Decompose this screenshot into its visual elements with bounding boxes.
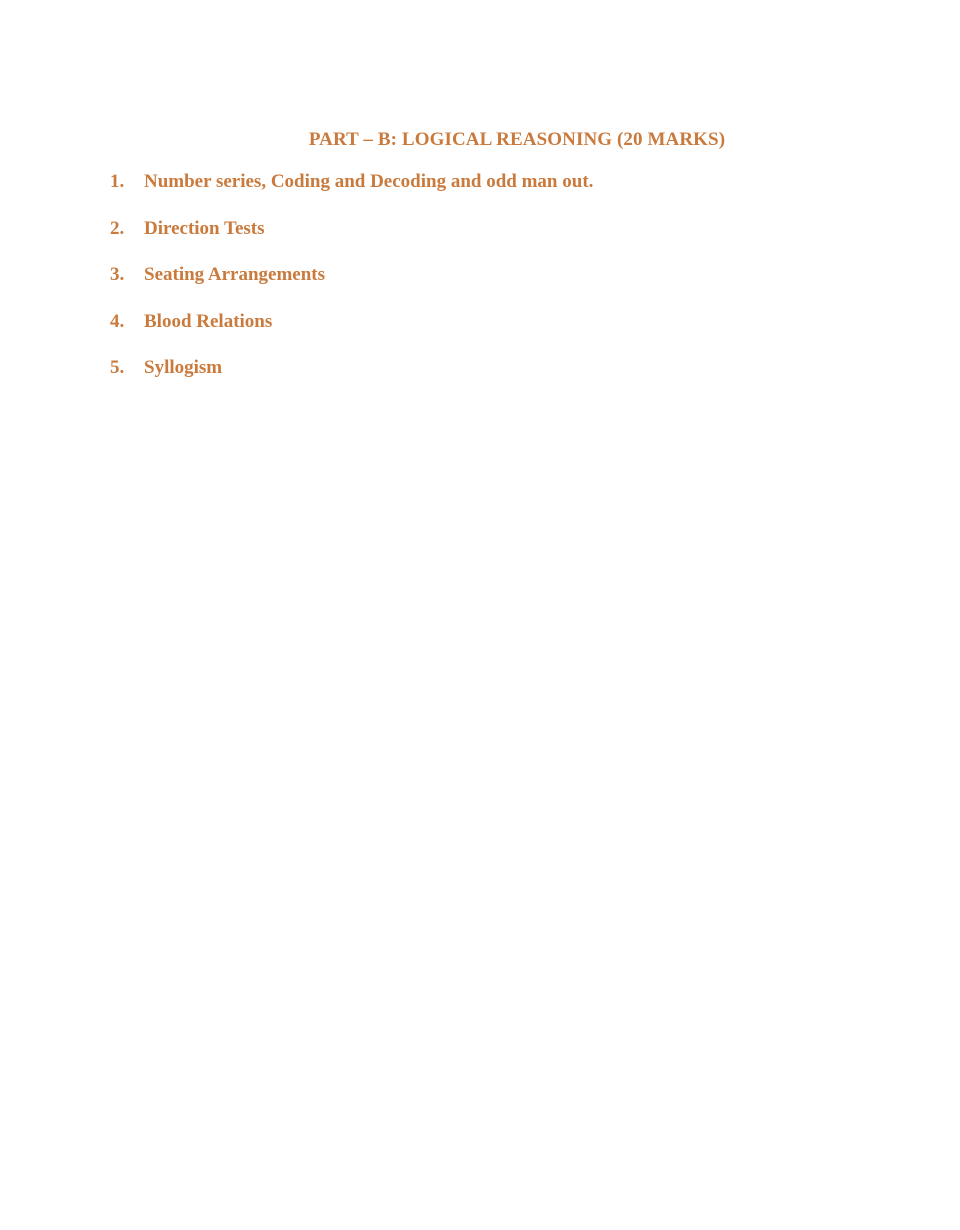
list-item-text: Seating Arrangements	[144, 264, 326, 285]
list-item-text: Syllogism	[144, 357, 223, 378]
list-item-text: Blood Relations	[144, 310, 273, 332]
section-heading: PART – B: LOGICAL REASONING (20 MARKS)	[308, 129, 726, 150]
list-item-number: 5.	[110, 357, 125, 378]
list-item-text: Direction Tests	[144, 217, 265, 239]
list-item-number: 3.	[110, 264, 125, 285]
list-item-text: Number series, Coding and Decoding and odd man out.	[144, 171, 594, 192]
list-item-number: 1.	[110, 171, 125, 192]
list-item-number: 4.	[110, 310, 125, 332]
list-item-number: 2.	[110, 217, 125, 239]
